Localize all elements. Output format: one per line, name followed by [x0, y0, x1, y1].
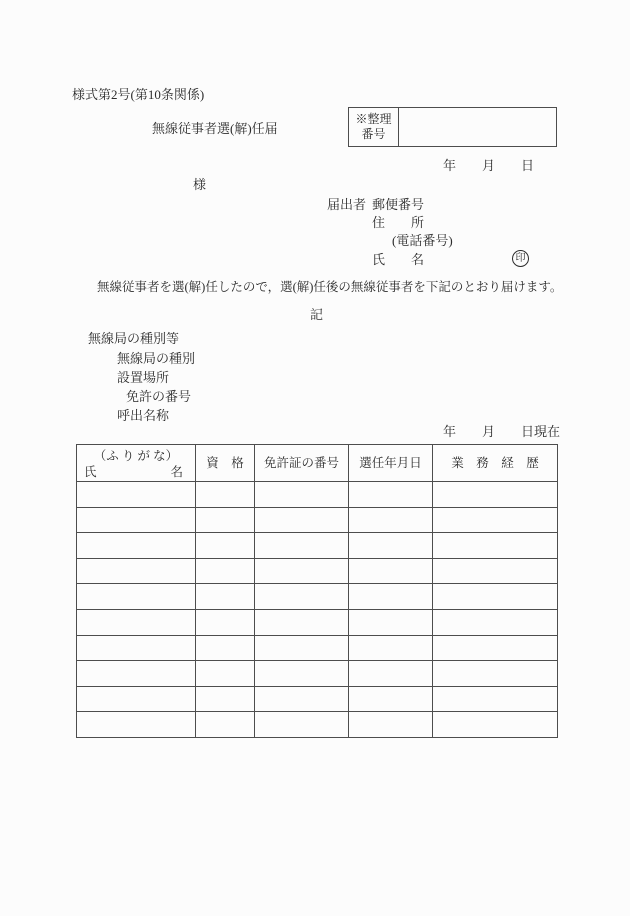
table-row — [77, 533, 558, 559]
table-cell — [196, 661, 255, 687]
table-cell — [196, 584, 255, 610]
phone-number-label: (電話番号) — [392, 233, 453, 248]
table-header-name — [77, 445, 196, 482]
table-cell — [77, 584, 196, 610]
table-row — [77, 609, 558, 635]
table-header-qualification: 資 格 — [196, 445, 255, 482]
table-cell — [255, 584, 349, 610]
table-cell — [349, 712, 433, 738]
table-row — [77, 507, 558, 533]
table-header-license-number: 免許証の番号 — [255, 445, 349, 482]
table-cell — [77, 533, 196, 559]
table-row — [77, 686, 558, 712]
table-cell — [77, 686, 196, 712]
table-cell — [349, 661, 433, 687]
table-cell — [255, 533, 349, 559]
seal-icon — [512, 250, 529, 267]
table-row — [77, 635, 558, 661]
table-cell — [196, 712, 255, 738]
station-item-type: 無線局の種別 — [117, 351, 196, 366]
table-cell — [433, 482, 558, 508]
table-cell — [196, 533, 255, 559]
table-cell — [196, 507, 255, 533]
reference-number-value — [399, 108, 556, 146]
table-header-appointment-date: 選任年月日 — [349, 445, 433, 482]
table-cell — [77, 482, 196, 508]
table-cell — [433, 507, 558, 533]
table-row — [77, 712, 558, 738]
address-label-first: 住 — [372, 215, 386, 230]
table-cell — [433, 635, 558, 661]
table-cell — [77, 609, 196, 635]
table-cell — [255, 558, 349, 584]
table-cell — [433, 584, 558, 610]
table-row — [77, 661, 558, 687]
table-cell — [255, 507, 349, 533]
table-header-name-second: 名 — [170, 464, 183, 479]
table-cell — [77, 661, 196, 687]
table-cell — [77, 558, 196, 584]
reference-number-label-line2: 番号 — [361, 127, 386, 141]
table-cell — [349, 584, 433, 610]
station-item-location: 設置場所 — [117, 370, 170, 385]
table-cell — [77, 635, 196, 661]
table-cell — [433, 609, 558, 635]
table-cell — [433, 712, 558, 738]
table-cell — [196, 609, 255, 635]
table-header-row — [77, 445, 558, 482]
operators-table — [76, 444, 558, 738]
body-text: 無線従事者を選(解)任したので，選(解)任後の無線従事者を下記のとおり届けます。 — [97, 280, 563, 294]
submitter-label: 届出者 — [327, 197, 367, 212]
table-cell — [433, 558, 558, 584]
table-cell — [349, 507, 433, 533]
table-body — [77, 482, 558, 738]
table-cell — [255, 661, 349, 687]
seal-char: 印 — [515, 252, 526, 264]
table-cell — [349, 635, 433, 661]
form-number: 様式第2号(第10条関係) — [72, 87, 205, 102]
table-cell — [349, 482, 433, 508]
station-item-license-number: 免許の番号 — [126, 389, 192, 404]
table-cell — [255, 712, 349, 738]
record-heading: 記 — [309, 307, 323, 322]
table-row — [77, 558, 558, 584]
as-of-date-line: 年 月 日現在 — [443, 424, 561, 439]
reference-number-label-line1: ※整理 — [355, 112, 392, 126]
table-header-furigana: （ふ り が な） — [93, 448, 179, 463]
table-cell — [255, 686, 349, 712]
table-cell — [349, 558, 433, 584]
table-row — [77, 584, 558, 610]
name-label-first: 氏 — [372, 252, 386, 267]
table-cell — [349, 609, 433, 635]
table-cell — [433, 661, 558, 687]
table-cell — [196, 635, 255, 661]
station-item-call-sign: 呼出名称 — [117, 408, 170, 423]
addressee-suffix: 様 — [193, 177, 207, 192]
table-cell — [349, 533, 433, 559]
table-cell — [196, 482, 255, 508]
address-label-second: 所 — [411, 215, 425, 230]
table-cell — [255, 482, 349, 508]
reference-number-box — [348, 107, 557, 147]
table-cell — [77, 507, 196, 533]
table-cell — [255, 609, 349, 635]
table-cell — [433, 686, 558, 712]
table-cell — [349, 686, 433, 712]
postal-code-label: 郵便番号 — [372, 197, 425, 212]
station-section-heading: 無線局の種別等 — [88, 331, 180, 346]
reference-number-label — [349, 108, 399, 146]
form-title: 無線従事者選(解)任届 — [152, 121, 278, 136]
table-cell — [77, 712, 196, 738]
date-line: 年 月 日 — [443, 158, 535, 173]
table-cell — [255, 635, 349, 661]
table-header-work-history: 業 務 経 歴 — [433, 445, 558, 482]
table-cell — [433, 533, 558, 559]
table-cell — [196, 558, 255, 584]
table-header-name-first: 氏 — [84, 464, 97, 479]
table-cell — [196, 686, 255, 712]
name-label-second: 名 — [411, 252, 425, 267]
table-row — [77, 482, 558, 508]
